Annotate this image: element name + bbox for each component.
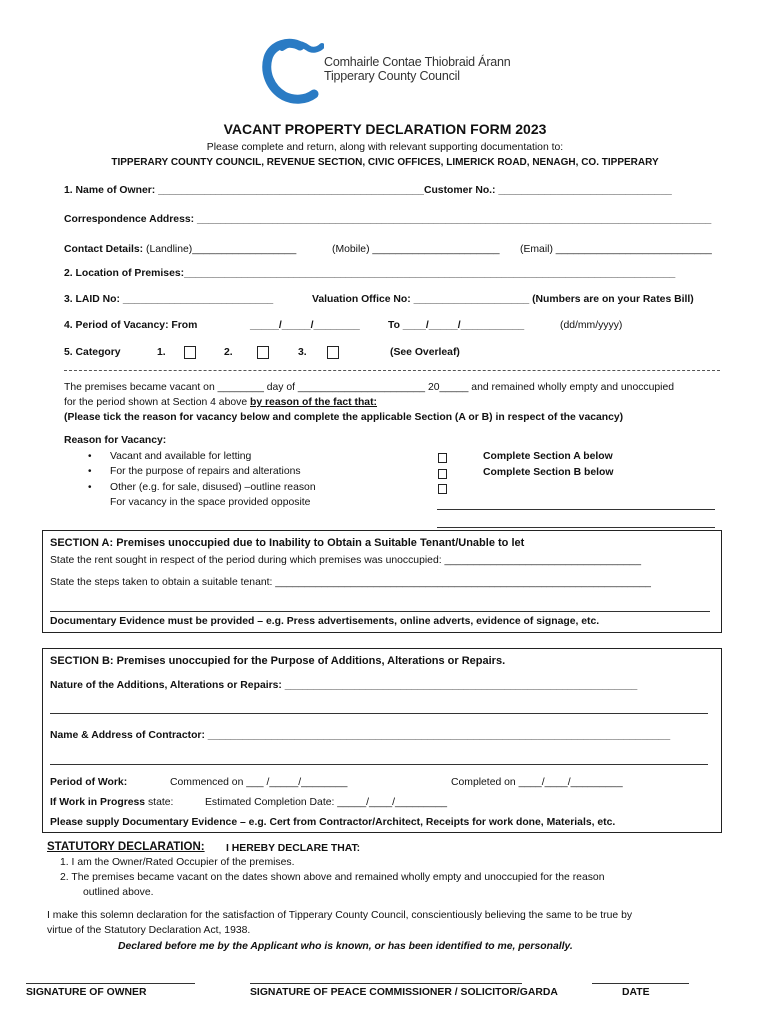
owner-field[interactable]: 1. Name of Owner: ______________________________________________Customer No.: ______________________________ [64, 185, 672, 196]
section-divider [64, 370, 720, 371]
nature-of-works-field[interactable]: Nature of the Additions, Alterations or Repairs: _____________________________________________________________ [50, 680, 638, 691]
reason-other: Other (e.g. for sale, disused) –outline reason [110, 482, 316, 493]
contractor-line[interactable] [50, 764, 708, 765]
completed-field[interactable]: Completed on ____/____/_________ [451, 777, 623, 788]
email-field[interactable]: (Email) ___________________________ [520, 244, 712, 255]
owner-signature-label: SIGNATURE OF OWNER [26, 987, 147, 998]
form-instruction: Please complete and return, along with relevant supporting documentation to: [206, 142, 564, 153]
form-title: VACANT PROPERTY DECLARATION FORM 2023 [223, 121, 547, 137]
reason-letting-checkbox[interactable] [438, 453, 447, 463]
category-3-checkbox[interactable] [327, 346, 339, 359]
owner-signature-line[interactable] [26, 983, 195, 984]
nature-of-works-line[interactable] [50, 713, 708, 714]
other-reason-line-1[interactable] [437, 509, 715, 510]
period-to-field[interactable]: To ____/_____/___________ [388, 320, 525, 331]
category-2-checkbox[interactable] [257, 346, 269, 359]
commissioner-signature-label: SIGNATURE OF PEACE COMMISSIONER / SOLICITOR/GARDA [250, 987, 558, 998]
category-2-label: 2. [224, 347, 233, 358]
logo-title: Comhairle Contae Thiobraid Árann [324, 55, 511, 69]
reason-repairs-checkbox[interactable] [438, 469, 447, 479]
section-b-evidence-note: Please supply Documentary Evidence – e.g. Cert from Contractor/Architect, Receipts for work done, Materials, etc. [50, 817, 616, 828]
section-a-title: SECTION A: Premises unoccupied due to Inability to Obtain a Suitable Tenant/Unable to let [50, 537, 525, 549]
period-of-work-label: Period of Work: [50, 777, 128, 788]
date-signature-label: DATE [622, 987, 650, 998]
tick-instruction: (Please tick the reason for vacancy below and complete the applicable Section (A or B) in respect of the vacancy) [64, 412, 624, 423]
reason-repairs: For the purpose of repairs and alterations [110, 466, 301, 477]
other-reason-line-2[interactable] [437, 527, 715, 528]
rent-sought-field[interactable]: State the rent sought in respect of the period during which premises was unoccupied: __________________________________ [50, 555, 641, 566]
bullet-icon: • [88, 451, 92, 462]
bullet-icon: • [88, 466, 92, 477]
declaration-item-1: 1. I am the Owner/Rated Occupier of the premises. [60, 857, 295, 868]
complete-section-a-note: Complete Section A below [483, 451, 613, 462]
correspondence-field[interactable]: Correspondence Address: _________________________________________________________________________________________ [64, 214, 712, 225]
commissioner-signature-line[interactable] [250, 983, 522, 984]
reason-other-continuation: For vacancy in the space provided opposite [110, 497, 311, 508]
date-signature-line[interactable] [592, 983, 689, 984]
section-a-evidence-note: Documentary Evidence must be provided – e.g. Press advertisements, online adverts, evidence of signage, etc. [50, 616, 600, 627]
date-format-hint: (dd/mm/yyyy) [560, 320, 623, 331]
category-1-checkbox[interactable] [184, 346, 196, 359]
laid-field[interactable]: 3. LAID No: __________________________ [64, 294, 274, 305]
logo-subtitle: Tipperary County Council [324, 69, 460, 83]
mobile-field[interactable]: (Mobile) ______________________ [332, 244, 500, 255]
contractor-field[interactable]: Name & Address of Contractor: ________________________________________________________________________________ [50, 730, 671, 741]
section-b-title: SECTION B: Premises unoccupied for the Purpose of Additions, Alterations or Repairs. [50, 655, 506, 667]
estimated-completion-field[interactable]: Estimated Completion Date: _____/____/_________ [205, 797, 448, 808]
declaration-item-2-cont: outlined above. [83, 887, 154, 898]
declaration-item-2: 2. The premises became vacant on the dates shown above and remained wholly empty and unoccupied for the reason [60, 872, 605, 883]
work-in-progress-label: If Work in Progress state: [50, 797, 174, 808]
statutory-heading: STATUTORY DECLARATION: [47, 841, 205, 853]
declared-before-note: Declared before me by the Applicant who is known, or has been identified to me, personally. [118, 941, 573, 952]
period-from-field[interactable]: _____/_____/________ [250, 320, 360, 331]
steps-taken-field[interactable]: State the steps taken to obtain a suitable tenant: _________________________________________________________________ [50, 577, 651, 588]
vacancy-statement[interactable]: The premises became vacant on ________ day of ______________________ 20_____ and remained wholly empty and unoccupied [64, 382, 675, 393]
category-3-label: 3. [298, 347, 307, 358]
return-address: TIPPERARY COUNTY COUNCIL, REVENUE SECTION, CIVIC OFFICES, LIMERICK ROAD, NENAGH, CO. TIPPERARY [111, 157, 659, 168]
reason-letting: Vacant and available for letting [110, 451, 252, 462]
category-1-label: 1. [157, 347, 166, 358]
commenced-field[interactable]: Commenced on ___ /_____/________ [170, 777, 348, 788]
vacancy-period-line: for the period shown at Section 4 above by reason of the fact that: [64, 397, 378, 408]
category-label: 5. Category [64, 347, 121, 358]
period-label: 4. Period of Vacancy: From [64, 320, 198, 331]
hereby-declare: I HEREBY DECLARE THAT: [226, 843, 361, 854]
council-logo-icon [262, 38, 324, 104]
valuation-field[interactable]: Valuation Office No: ____________________ (Numbers are on your Rates Bill) [312, 294, 694, 305]
see-overleaf-note: (See Overleaf) [390, 347, 460, 358]
landline-field[interactable]: Contact Details: (Landline)__________________ [64, 244, 297, 255]
bullet-icon: • [88, 482, 92, 493]
complete-section-b-note: Complete Section B below [483, 467, 614, 478]
steps-taken-line[interactable] [50, 611, 710, 612]
solemn-declaration-line-2: virtue of the Statutory Declaration Act, 1938. [47, 925, 251, 936]
reason-heading: Reason for Vacancy: [64, 435, 167, 446]
solemn-declaration-line-1: I make this solemn declaration for the satisfaction of Tipperary County Council, conscientiously believing the same to be true by [47, 910, 633, 921]
reason-other-checkbox[interactable] [438, 484, 447, 494]
location-field[interactable]: 2. Location of Premises:_____________________________________________________________________________________ [64, 268, 676, 279]
